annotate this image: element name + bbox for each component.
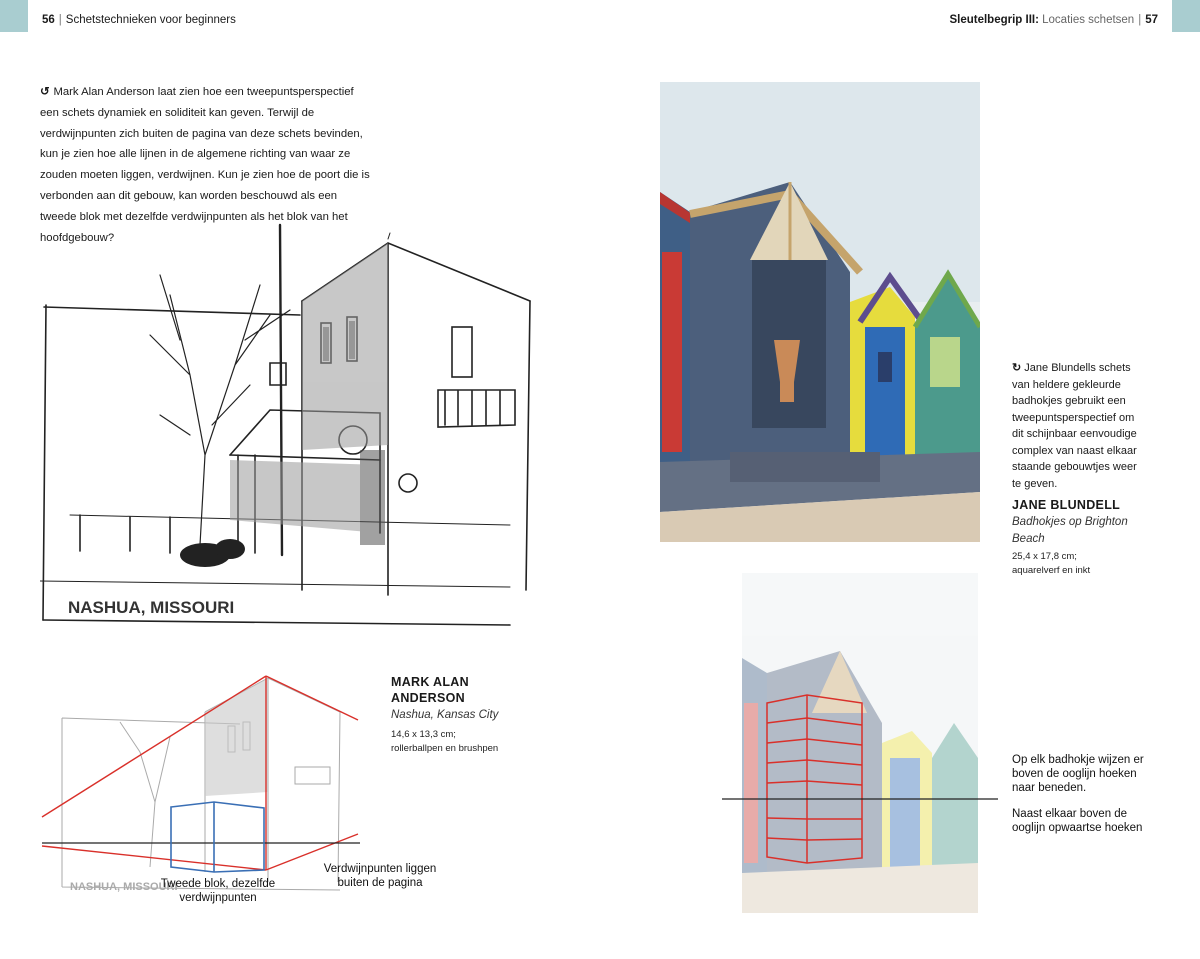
blundell-caption bbox=[1012, 360, 1142, 492]
note-top bbox=[1012, 753, 1162, 795]
beach-huts-painting bbox=[660, 82, 980, 542]
right-section-bold: Sleutelbegrip III: bbox=[949, 14, 1039, 26]
caption-arrow-icon-right: ↻ bbox=[1012, 362, 1022, 374]
credit-artist-anderson: MARK ALAN ANDERSON bbox=[391, 675, 469, 705]
right-section-light: Locaties schetsen bbox=[1042, 14, 1135, 26]
nashua-sketch bbox=[40, 215, 540, 635]
left-page-tab bbox=[0, 0, 28, 32]
credit-size-blundell bbox=[1012, 550, 1090, 578]
credit-artist-blundell: JANE BLUNDELL bbox=[1012, 498, 1121, 512]
sketch-label: NASHUA, MISSOURI bbox=[68, 598, 235, 617]
blundell-caption-text: Jane Blundells schets van heldere gekleurde badhokjes gebruikt een tweepuntsperspectief om dit schijnbaar eenvoudige complex van naast elkaar staande gebouwtjes weer te geven. bbox=[1012, 362, 1137, 490]
vanishing-label-text: Verdwijnpunten liggen buiten de pagina bbox=[323, 863, 437, 889]
caption-arrow-icon: ↺ bbox=[40, 86, 50, 98]
left-page-number: 56 bbox=[42, 14, 55, 26]
second-block-label-text: Tweede blok, dezelfde verdwijnpunten bbox=[160, 878, 276, 904]
size-blundell: 25,4 x 17,8 cm; bbox=[1012, 551, 1077, 562]
note-bottom bbox=[1012, 807, 1162, 835]
note-top-text: Op elk badhokje wijzen er boven de ooglijn hoeken naar beneden. bbox=[1012, 754, 1144, 794]
left-page-running-title: Schetstechnieken voor beginners bbox=[65, 14, 236, 26]
left-page-header: 56 | Schetstechnieken voor beginners bbox=[42, 14, 236, 26]
right-page-header: Sleutelbegrip III: Locaties schetsen | 57 bbox=[949, 14, 1158, 26]
beach-huts-diagram bbox=[722, 573, 1000, 913]
right-page-tab bbox=[1172, 0, 1200, 32]
size-anderson: 14,6 x 13,3 cm; bbox=[391, 729, 456, 740]
credit-title-blundell: Badhokjes op Brighton Beach bbox=[1012, 516, 1128, 545]
intro-text: Mark Alan Anderson laat zien hoe een tweepuntsperspectief een schets dynamiek en soliditeit kan geven. Terwijl de verdwijnpunten zich buiten de pagina van deze schets bevinden, kun je zien hoe alle lijnen in de algemene richting van waar ze zouden moeten liggen, verdwijnen. Kun je zien hoe de poort die is verbonden aan dit gebouw, kan worden beschouwd als een tweede blok met dezelfde verdwijnpunten als het blok van het hoofdgebouw? bbox=[40, 86, 370, 244]
credit-title-anderson: Nashua, Kansas City bbox=[391, 709, 499, 721]
note-bottom-text: Naast elkaar boven de ooglijn opwaartse hoeken bbox=[1012, 808, 1143, 834]
diagram-label-vanishing bbox=[315, 862, 445, 890]
credit-size-anderson bbox=[391, 728, 498, 756]
diagram-label-second-block bbox=[148, 877, 288, 905]
medium-anderson: rollerballpen en brushpen bbox=[391, 743, 499, 754]
mini-sketch-label: NASHUA, MISSOURI bbox=[70, 881, 178, 893]
right-page-number: 57 bbox=[1145, 14, 1158, 26]
medium-blundell: aquarelverf en inkt bbox=[1012, 565, 1091, 576]
